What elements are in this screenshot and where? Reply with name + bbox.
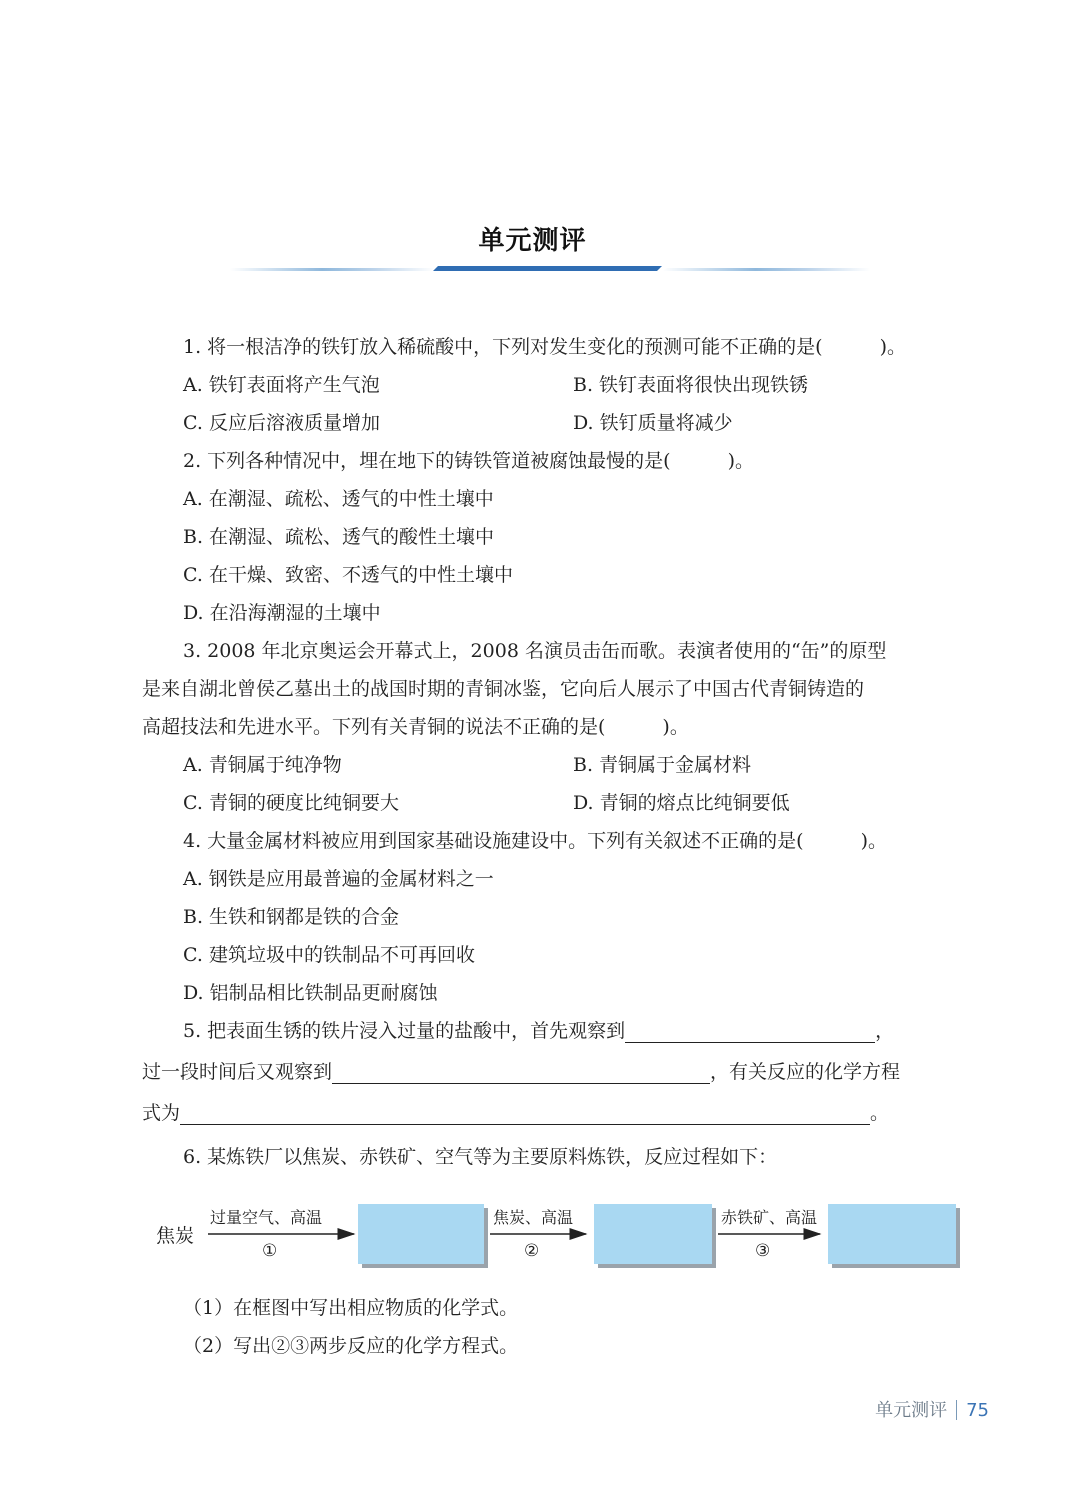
- q5-answer-blank-2[interactable]: [332, 1063, 710, 1084]
- q5-text-2: 过一段时间后又观察到: [142, 1061, 333, 1083]
- flow-start-label: 焦炭: [156, 1225, 195, 1247]
- q6-subquestion-2: （2）写出②③两步反应的化学方程式。: [183, 1335, 519, 1357]
- q3-option-b: B. 青铜属于金属材料: [573, 754, 752, 776]
- q4-option-b: B. 生铁和钢都是铁的合金: [183, 906, 400, 928]
- page-number: 75: [966, 1400, 989, 1421]
- q2-option-a: A. 在潮湿、疏松、透气的中性土壤中: [183, 488, 494, 510]
- flow-box-1[interactable]: [358, 1204, 484, 1264]
- question-6-stem: 6. 某炼铁厂以焦炭、赤铁矿、空气等为主要原料炼铁，反应过程如下：: [183, 1146, 778, 1168]
- q5-text-3-end: 。: [870, 1102, 890, 1124]
- title-underline: [230, 262, 870, 272]
- flow-step-2-label: ②: [524, 1241, 540, 1261]
- q3-option-c: C. 青铜的硬度比纯铜要大: [183, 792, 399, 814]
- question-2-stem: 2. 下列各种情况中，埋在地下的铸铁管道被腐蚀最慢的是( )。: [183, 450, 754, 472]
- flow-box-3[interactable]: [828, 1204, 956, 1264]
- q2-option-b: B. 在潮湿、疏松、透气的酸性土壤中: [183, 526, 495, 548]
- footer-section-label: 单元测评: [875, 1400, 948, 1421]
- q5-text-2-end: ，有关反应的化学方程: [710, 1061, 901, 1083]
- q2-option-d: D. 在沿海潮湿的土壤中: [183, 602, 381, 624]
- question-3-line-3: 高超技法和先进水平。下列有关青铜的说法不正确的是( )。: [142, 716, 689, 738]
- page-footer: [875, 1396, 989, 1422]
- flow-step-3-condition: 赤铁矿、高温: [721, 1208, 818, 1227]
- question-4-stem: 4. 大量金属材料被应用到国家基础设施建设中。下列有关叙述不正确的是( )。: [183, 830, 887, 852]
- q1-option-c: C. 反应后溶液质量增加: [183, 412, 380, 434]
- flow-step-1-label: ①: [262, 1241, 278, 1261]
- flow-step-1-condition: 过量空气、高温: [210, 1208, 323, 1227]
- q5-text-1-end: ，: [875, 1020, 895, 1042]
- q5-answer-blank-3[interactable]: [180, 1104, 870, 1125]
- page-title: 单元测评: [478, 226, 587, 256]
- q4-option-c: C. 建筑垃圾中的铁制品不可再回收: [183, 944, 475, 966]
- flow-step-3-label: ③: [755, 1241, 771, 1261]
- q4-option-d: D. 铝制品相比铁制品更耐腐蚀: [183, 982, 438, 1004]
- q5-answer-blank-1[interactable]: [625, 1022, 875, 1043]
- q1-option-d: D. 铁钉质量将减少: [573, 412, 733, 434]
- q6-subquestion-1: （1）在框图中写出相应物质的化学式。: [183, 1297, 519, 1319]
- question-5-line-1: [183, 1019, 894, 1043]
- q2-option-c: C. 在干燥、致密、不透气的中性土壤中: [183, 564, 513, 586]
- question-3-line-2: 是来自湖北曾侯乙墓出土的战国时期的青铜冰鉴，它向后人展示了中国古代青铜铸造的: [142, 678, 865, 700]
- question-5-line-2: [142, 1060, 900, 1084]
- reaction-flow-diagram: [150, 1200, 970, 1270]
- q3-option-d: D. 青铜的熔点比纯铜要低: [573, 792, 790, 814]
- q4-option-a: A. 钢铁是应用最普遍的金属材料之一: [183, 868, 494, 890]
- q5-text-3: 式为: [142, 1102, 181, 1124]
- flow-step-2-condition: 焦炭、高温: [493, 1208, 574, 1227]
- flow-box-2[interactable]: [594, 1204, 712, 1264]
- q5-text-1: 5. 把表面生锈的铁片浸入过量的盐酸中，首先观察到: [183, 1020, 626, 1042]
- question-1-stem: 1. 将一根洁净的铁钉放入稀硫酸中，下列对发生变化的预测可能不正确的是( )。: [183, 336, 906, 358]
- q1-option-b: B. 铁钉表面将很快出现铁锈: [573, 374, 809, 396]
- question-5-line-3: [142, 1101, 889, 1125]
- footer-divider: [956, 1400, 957, 1420]
- q1-option-a: A. 铁钉表面将产生气泡: [183, 374, 380, 396]
- q3-option-a: A. 青铜属于纯净物: [183, 754, 342, 776]
- question-3-line-1: 3. 2008 年北京奥运会开幕式上，2008 名演员击缶而歌。表演者使用的“缶”的原型: [183, 640, 887, 662]
